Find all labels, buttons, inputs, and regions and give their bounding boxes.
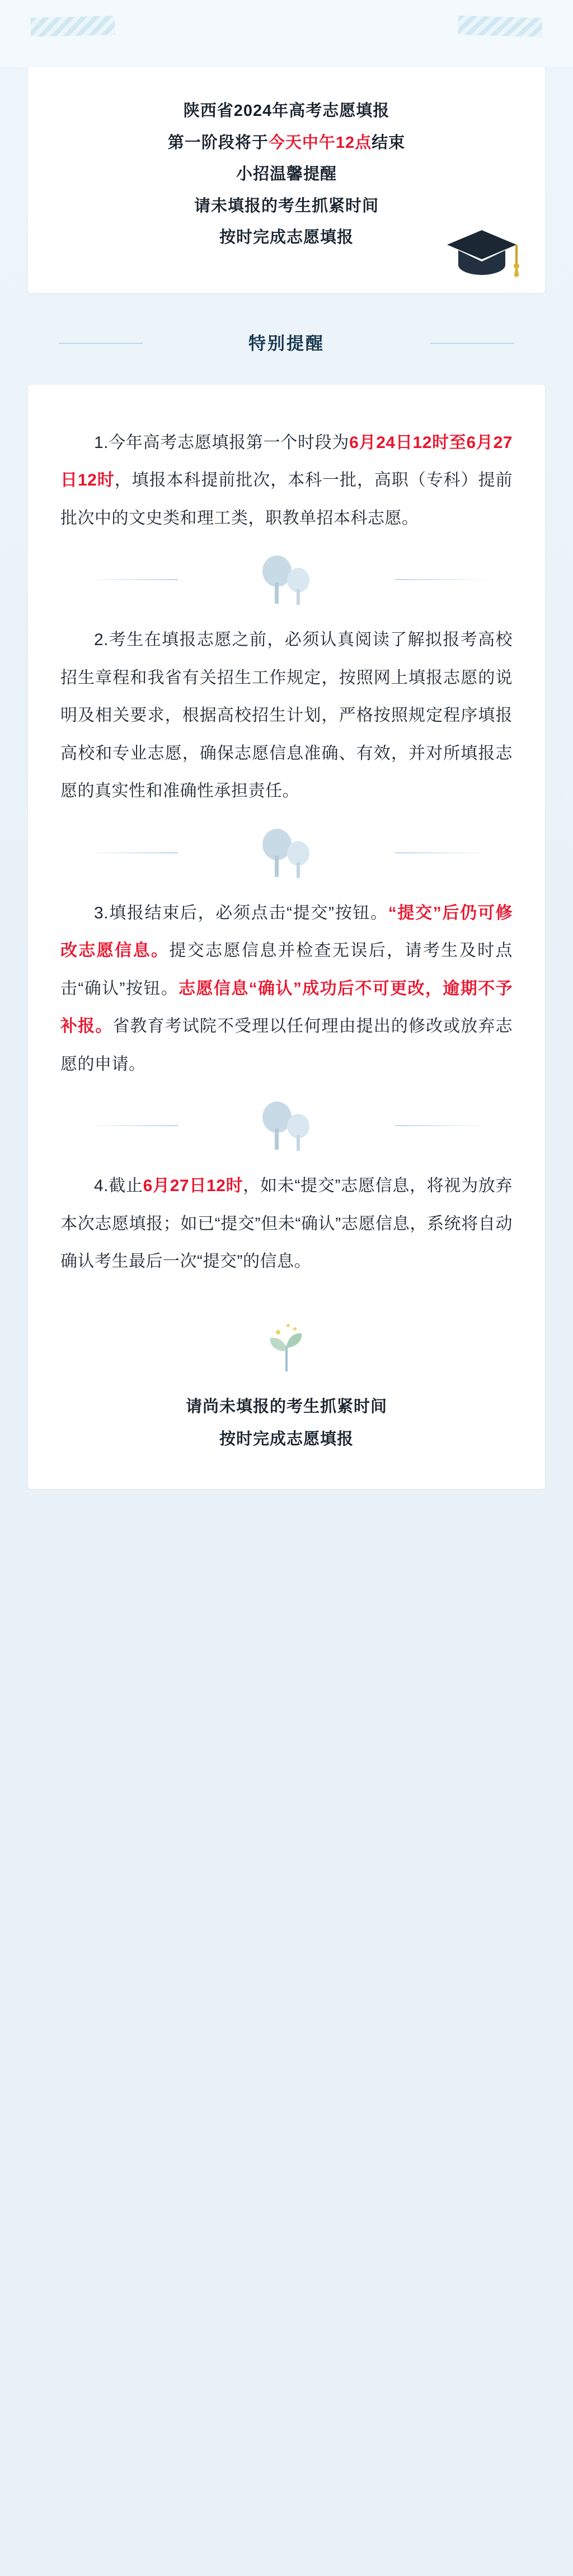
plain-text: 陕西省2024年高考志愿填报 bbox=[183, 102, 390, 120]
bottom-spacer bbox=[0, 1489, 573, 1511]
divider-line-left bbox=[83, 852, 178, 853]
emphasis-text: 6月24日12时至6月27日12时 bbox=[60, 433, 513, 490]
paragraph-item-3 bbox=[60, 894, 513, 1084]
hero-title-line bbox=[50, 127, 523, 159]
emphasis-text: 6月27日12时 bbox=[143, 1177, 243, 1196]
tree-divider-icon bbox=[245, 1091, 328, 1159]
banner-label: 特别提醒 bbox=[223, 324, 350, 362]
content-card bbox=[28, 385, 545, 1489]
sprout-icon bbox=[256, 1320, 317, 1376]
tree-divider-icon bbox=[245, 819, 328, 886]
plain-text: 请未填报的考生抓紧时间 bbox=[194, 197, 379, 215]
special-notice-banner bbox=[0, 324, 573, 362]
emphasis-text: “提交”后仍可修改志愿信息。 bbox=[60, 903, 513, 960]
plain-text: 1.今年高考志愿填报第一个时段为 bbox=[94, 433, 350, 452]
section-divider bbox=[60, 1083, 513, 1167]
plain-text: 结束 bbox=[372, 133, 406, 152]
section-divider bbox=[60, 810, 513, 894]
plain-text: 小招温馨提醒 bbox=[236, 165, 337, 184]
divider-line-left bbox=[83, 579, 178, 580]
divider-line-right bbox=[395, 1125, 490, 1126]
plain-text: 提交志愿信息并检查无误后，请考生及时点击“确认”按钮。 bbox=[60, 941, 513, 998]
plain-text: 2.考生在填报志愿之前，必须认真阅读了解拟报考高校招生章程和我省有关招生工作规定，按照网上填报志愿的说明及相关要求，根据高校招生计划，严格按照规定程序填报高校和专业志愿，确保志愿信息准确、有效，并对所填报志愿的真实性和准确性承担责任。 bbox=[60, 631, 513, 801]
closing-text-block bbox=[60, 1390, 513, 1455]
paragraph-item-2 bbox=[60, 621, 513, 810]
closing-line: 请尚未填报的考生抓紧时间 bbox=[185, 1397, 387, 1416]
plain-text: 4.截止 bbox=[94, 1177, 143, 1196]
banner-rule-right bbox=[430, 343, 514, 344]
graduation-cap-icon bbox=[442, 216, 525, 283]
divider-line-right bbox=[395, 852, 490, 853]
divider-line-right bbox=[395, 579, 490, 580]
plain-text: ，如未“提交”志愿信息，将视为放弃本次志愿填报；如已“提交”但未“确认”志愿信息，系统将自动确认考生最后一次“提交”的信息。 bbox=[60, 1177, 513, 1271]
top-decorative-band bbox=[0, 0, 573, 67]
paragraph-item-1 bbox=[60, 424, 513, 538]
plain-text: 省教育考试院不受理以任何理由提出的修改或放弃志愿的申请。 bbox=[60, 1017, 513, 1074]
hero-title-line bbox=[50, 95, 523, 127]
plain-text: 按时完成志愿填报 bbox=[219, 228, 354, 247]
closing-line: 按时完成志愿填报 bbox=[219, 1430, 354, 1448]
washi-tape-left-icon bbox=[31, 16, 115, 37]
banner-rule-left bbox=[59, 343, 143, 344]
plain-text: 3.填报结束后，必须点击“提交”按钮。 bbox=[94, 903, 388, 922]
tree-divider-icon bbox=[245, 545, 328, 613]
divider-line-left bbox=[83, 1125, 178, 1126]
section-divider bbox=[60, 537, 513, 621]
washi-tape-right-icon bbox=[458, 16, 543, 37]
hero-card bbox=[28, 67, 545, 293]
paragraph-item-4 bbox=[60, 1167, 513, 1281]
emphasis-text: 志愿信息“确认”成功后不可更改，逾期不予补报。 bbox=[60, 979, 513, 1036]
plain-text: 第一阶段将于 bbox=[167, 133, 269, 152]
paragraph-list bbox=[60, 424, 513, 1281]
closing-block bbox=[60, 1320, 513, 1455]
plain-text: ，填报本科提前批次，本科一批，高职（专科）提前批次中的文史类和理工类，职教单招本科志愿。 bbox=[60, 471, 513, 528]
hero-title-line bbox=[50, 158, 523, 190]
emphasis-text: 今天中午12点 bbox=[268, 133, 372, 152]
